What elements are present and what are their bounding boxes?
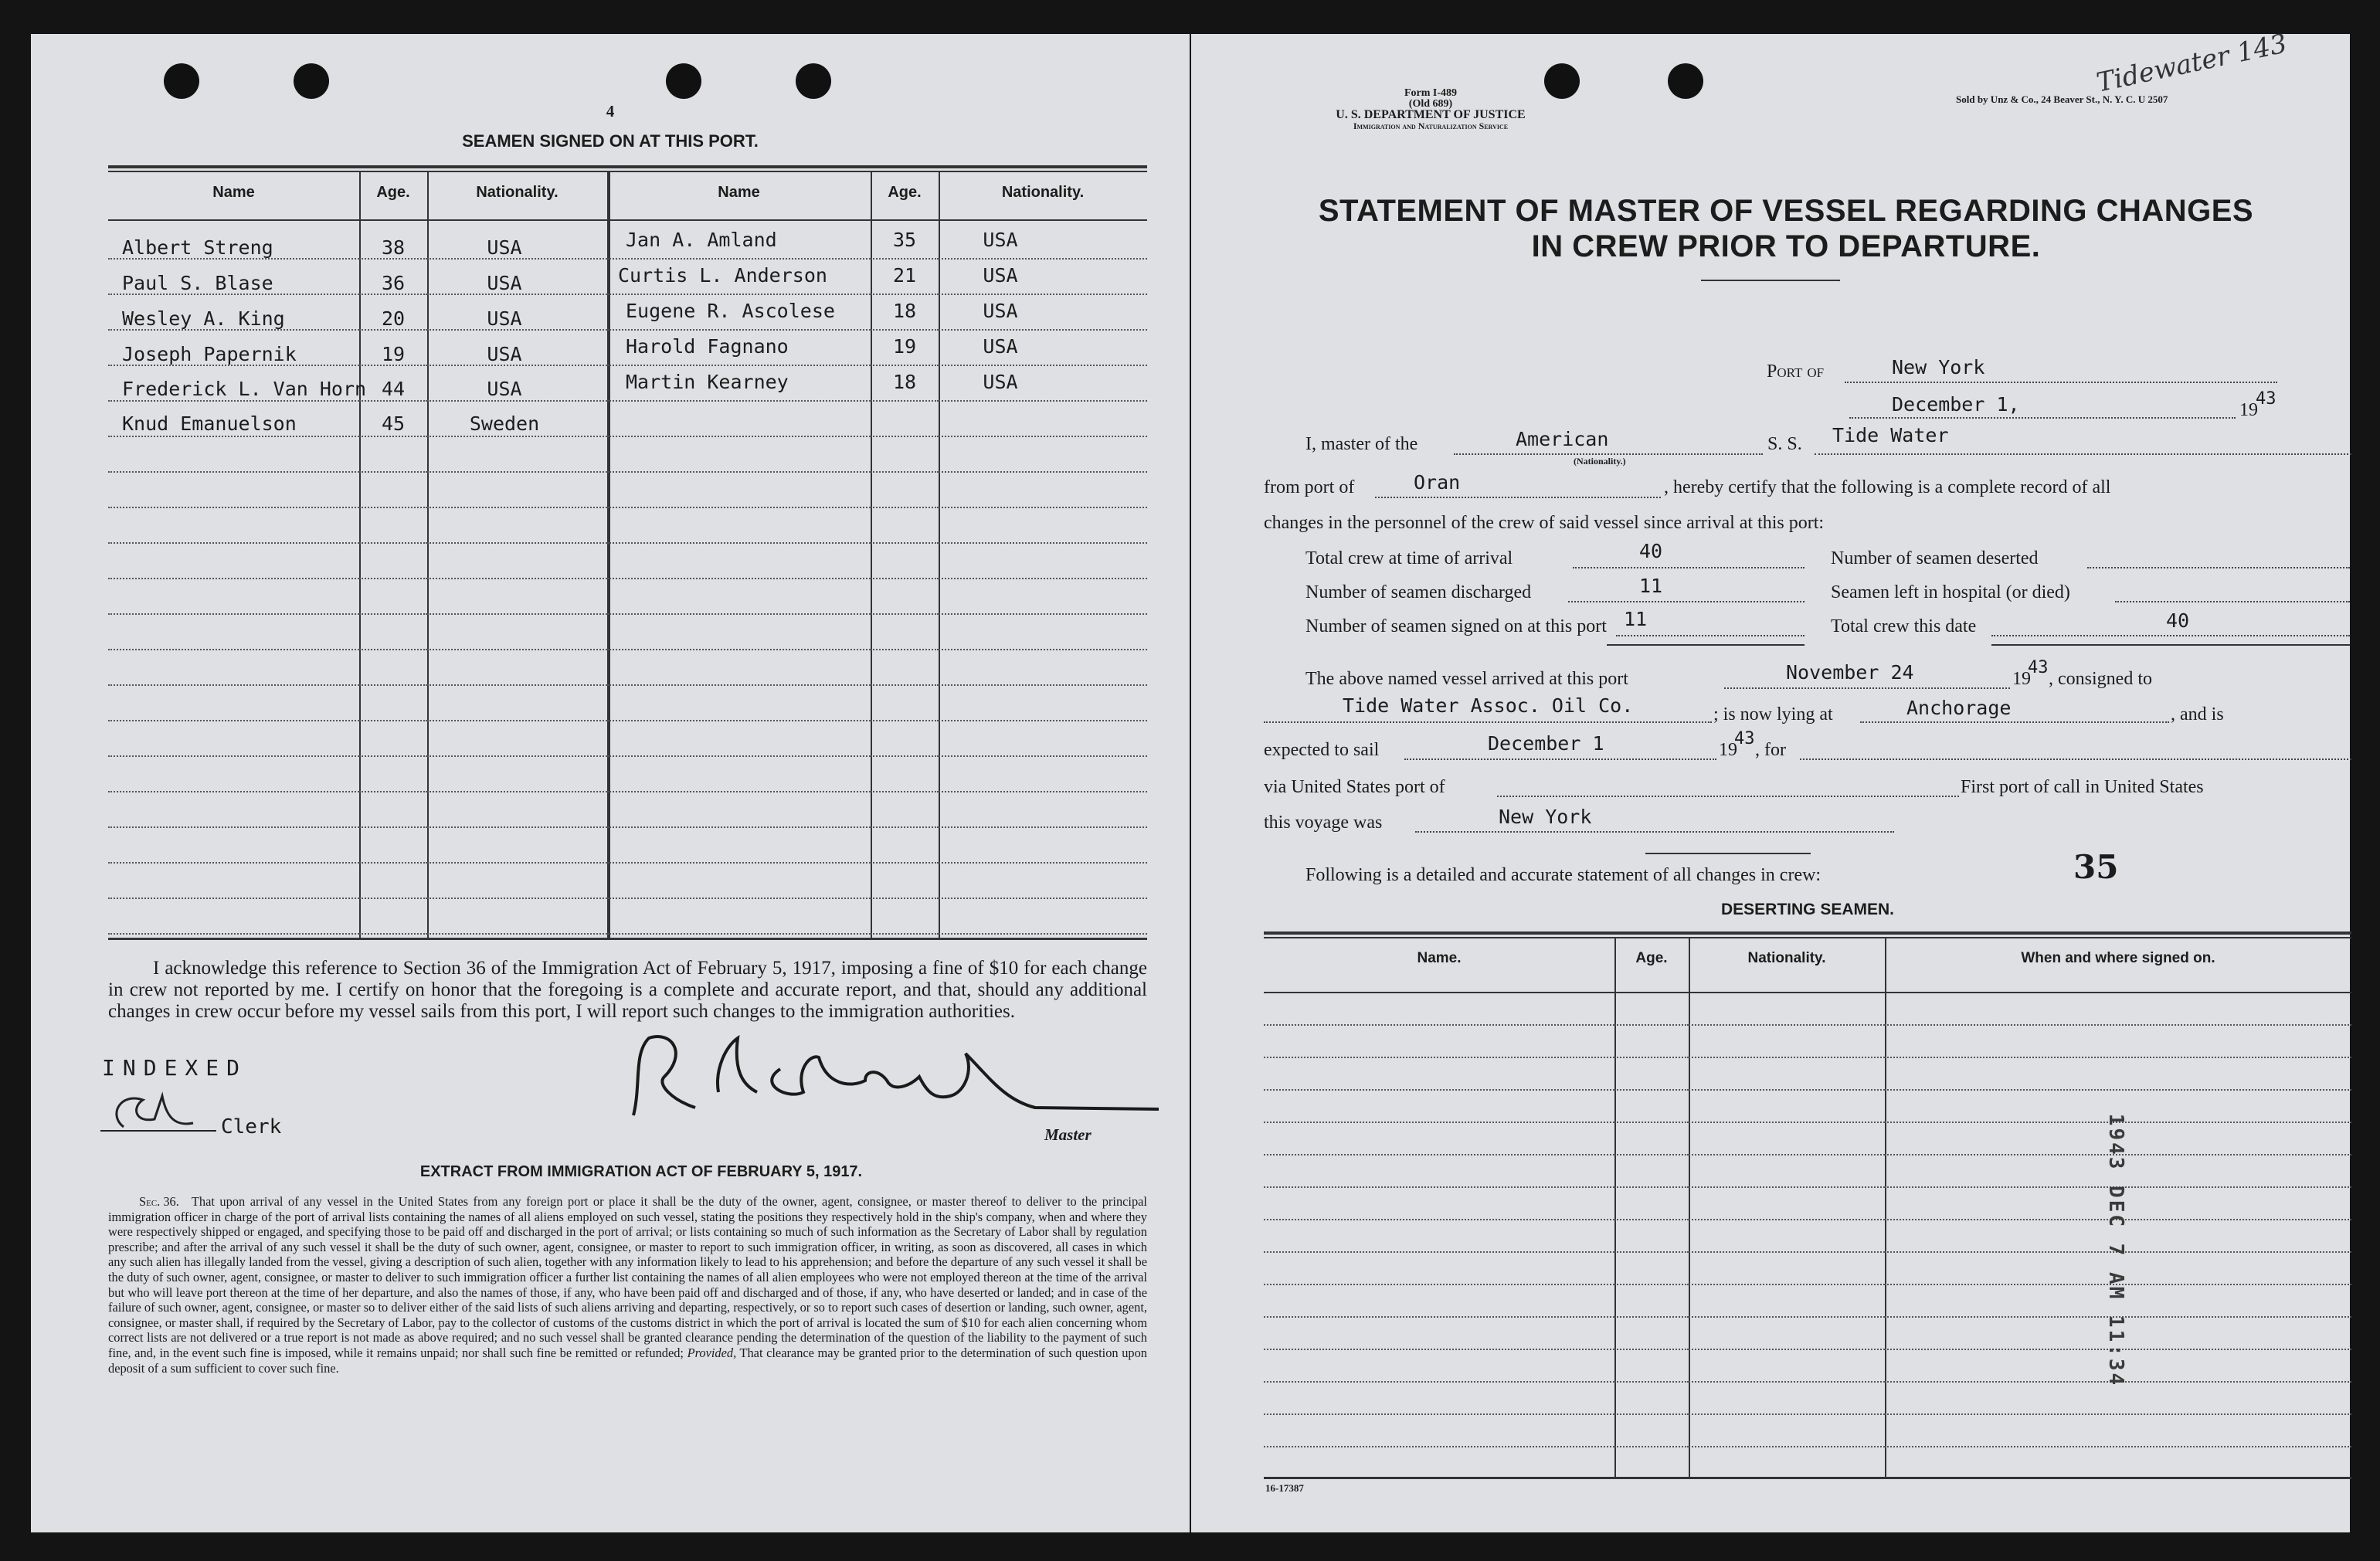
- row-rule: [427, 898, 607, 899]
- row-rule: [939, 294, 1147, 295]
- master-label: Master: [1044, 1125, 1092, 1144]
- port-label: Port of: [1767, 361, 1825, 382]
- seaman-name: Frederick L. Van Horn: [122, 378, 367, 400]
- seaman-nationality: USA: [983, 371, 1018, 393]
- row-rule: [1614, 1122, 1689, 1123]
- col-header-name: Name.: [1417, 950, 1462, 966]
- row-rule: [1689, 1024, 1885, 1026]
- row-rule: [108, 507, 359, 508]
- row-rule: [939, 329, 1147, 331]
- row-rule: [1689, 1284, 1885, 1285]
- row-rule: [359, 933, 427, 935]
- form-old-number: (Old 689): [1408, 98, 1453, 110]
- port-value: New York: [1892, 356, 1985, 378]
- seaman-age: 21: [892, 264, 917, 287]
- via-label: via United States port of: [1264, 777, 1445, 797]
- row-rule: [1264, 1316, 1614, 1318]
- row-rule: [1264, 1349, 1614, 1350]
- seaman-nationality: USA: [983, 335, 1018, 358]
- seaman-nationality: USA: [487, 343, 522, 365]
- row-rule: [427, 826, 607, 828]
- row-rule: [427, 933, 607, 935]
- row-rule: [359, 436, 427, 437]
- seaman-age: 18: [892, 300, 917, 322]
- row-rule: [607, 898, 871, 899]
- row-rule: [871, 755, 939, 757]
- row-rule: [607, 862, 871, 864]
- seaman-name: Jan A. Amland: [626, 229, 777, 251]
- row-rule: [871, 791, 939, 792]
- row-rule: [939, 613, 1147, 615]
- year-suffix: 43: [2256, 389, 2276, 409]
- lying-label: ; is now lying at: [1713, 704, 1833, 725]
- nationality-value: American: [1516, 428, 1609, 450]
- seaman-name: Harold Fagnano: [626, 335, 789, 358]
- row-rule: [871, 684, 939, 686]
- seaman-name: Eugene R. Ascolese: [626, 300, 835, 322]
- consigned-label: , consigned to: [2049, 669, 2152, 689]
- row-rule: [1614, 1057, 1689, 1058]
- row-rule: [607, 613, 871, 615]
- row-rule: [607, 826, 871, 828]
- row-rule: [939, 649, 1147, 650]
- row-rule: [1689, 1381, 1885, 1383]
- row-rule: [607, 400, 871, 402]
- seaman-name: Albert Streng: [122, 236, 273, 259]
- row-rule: [1264, 1284, 1614, 1285]
- row-rule: [607, 329, 871, 331]
- section-title: SEAMEN SIGNED ON AT THIS PORT.: [462, 131, 759, 151]
- row-rule: [1885, 1446, 2351, 1447]
- row-rule: [939, 578, 1147, 579]
- row-rule: [108, 720, 359, 721]
- clerk-label: Clerk: [221, 1115, 282, 1139]
- row-rule: [607, 649, 871, 650]
- signed-on-value: 11: [1624, 608, 1648, 630]
- voyage-label: this voyage was: [1264, 813, 1383, 833]
- seaman-age: 19: [892, 335, 917, 358]
- row-rule: [108, 400, 359, 402]
- row-rule: [607, 684, 871, 686]
- row-rule: [1264, 1122, 1614, 1123]
- row-rule: [939, 862, 1147, 864]
- row-rule: [359, 578, 427, 579]
- row-rule: [1689, 1057, 1885, 1058]
- seaman-nationality: USA: [983, 264, 1018, 287]
- master-of-label: I, master of the: [1305, 434, 1418, 454]
- punch-hole: [666, 63, 701, 99]
- row-rule: [871, 436, 939, 437]
- row-rule: [1614, 1089, 1689, 1091]
- row-rule: [108, 898, 359, 899]
- row-rule: [359, 791, 427, 792]
- discharged-label: Number of seamen discharged: [1305, 582, 1532, 602]
- row-rule: [108, 649, 359, 650]
- row-rule: [939, 826, 1147, 828]
- row-rule: [1689, 1186, 1885, 1188]
- seaman-age: 35: [892, 229, 917, 251]
- handwritten-number: 35: [2073, 848, 2119, 886]
- service-name: Immigration and Naturalization Service: [1353, 120, 1509, 131]
- row-rule: [108, 933, 359, 935]
- total-crew-arrival-value: 40: [1639, 540, 1663, 562]
- row-rule: [427, 684, 607, 686]
- row-rule: [427, 471, 607, 473]
- row-rule: [871, 649, 939, 650]
- row-rule: [607, 720, 871, 721]
- extract-tail: That clearance may be granted prior to the determination of such question upon deposit of a sum sufficient to cover such fine.: [108, 1345, 1147, 1376]
- row-rule: [359, 471, 427, 473]
- row-rule: [427, 542, 607, 544]
- nationality-caption: (Nationality.): [1574, 456, 1626, 467]
- extract-text: That upon arrival of any vessel in the United States from any foreign port or place it shall be the duty of the owner, agent, consignee, or master thereof to deliver to the principal immigration officer in charge of the port of arrival lists containing the names of all aliens employed on such vessel, stating the positions they respectively hold in the ship's company, when and where they were respectively shipped or engaged, and specifying those to be paid off and discharged in the port of arrival; or lists containing so much of such information as the Secretary of Labor shall by regulation prescribe; and after the arrival of any such vessel it shall be the duty of such owner, agent, consignee, or master to report to such immigration officer, in writing, as soon as discovered, all cases in which any such alien has illegally landed from the vessel, giving a description of such alien, together with any information likely to lead to his apprehension; and before the departure of any such vessel it shall be the duty of such owner, agent, consignee, or master to deliver to such immigration officer a further list containing the names of all alien employees who were not employed thereon at the time of the arrival but who will leave port thereon at the time of her departure, and also the names of those, if any, who have been paid off and discharged and of those, if any, who have deserted or landed; and in case of the failure of such owner, agent, consignee, or master so to deliver either of the said lists of such aliens arriving and departing, respectively, or so to report such cases of desertion or landing, such owner, agent, consignee, or master shall, if required by the Secretary of Labor, pay to the collector of customs of the customs district in which the port of arrival is located the sum of $10 for each alien concerning whom correct lists are not delivered or a true report is not made as above required; and no such vessel shall be granted clearance pending the determination of the question of the liability to the payment of such fine, and, in the event such fine is imposed, while it remains unpaid; nor shall such fine be remitted or refunded;: [108, 1194, 1147, 1360]
- row-rule: [871, 471, 939, 473]
- row-rule: [871, 578, 939, 579]
- col-header-nationality: Nationality.: [476, 184, 559, 201]
- footer-code: 16-17387: [1265, 1482, 1304, 1494]
- row-rule: [939, 720, 1147, 721]
- row-rule: [871, 258, 939, 260]
- row-rule: [1614, 1413, 1689, 1415]
- row-rule: [1885, 1057, 2351, 1058]
- row-rule: [1264, 1089, 1614, 1091]
- seaman-name: Joseph Papernik: [122, 343, 297, 365]
- row-rule: [1689, 1219, 1885, 1220]
- certify-text: , hereby certify that the following is a complete record of all: [1664, 477, 2111, 497]
- row-rule: [1689, 1413, 1885, 1415]
- row-rule: [871, 862, 939, 864]
- row-rule: [1614, 1219, 1689, 1220]
- row-rule: [427, 791, 607, 792]
- col-header-age: Age.: [1635, 950, 1668, 966]
- expected-label: expected to sail: [1264, 740, 1380, 760]
- row-rule: [939, 684, 1147, 686]
- seaman-age: 36: [381, 272, 406, 294]
- row-rule: [1614, 1154, 1689, 1155]
- seaman-nationality: Sweden: [469, 412, 540, 435]
- seaman-age: 19: [381, 343, 406, 365]
- row-rule: [939, 898, 1147, 899]
- expected-value: December 1: [1488, 732, 1604, 755]
- seaman-nationality: USA: [487, 272, 522, 294]
- row-rule: [607, 436, 871, 437]
- row-rule: [108, 613, 359, 615]
- row-rule: [1264, 1413, 1614, 1415]
- seaman-name: Paul S. Blase: [122, 272, 273, 294]
- col-header-name: Name: [212, 184, 255, 201]
- row-rule: [427, 436, 607, 437]
- row-rule: [1689, 1122, 1885, 1123]
- row-rule: [427, 578, 607, 579]
- seaman-name: Martin Kearney: [626, 371, 789, 393]
- arrived-year-suffix: 43: [2028, 658, 2049, 677]
- row-rule: [607, 365, 871, 366]
- section-label: Sec. 36.: [139, 1194, 179, 1209]
- year-prefix: 19: [2239, 400, 2258, 420]
- row-rule: [607, 755, 871, 757]
- deserting-title: DESERTING SEAMEN.: [1720, 901, 1895, 918]
- row-rule: [359, 400, 427, 402]
- department-name: U. S. DEPARTMENT OF JUSTICE: [1336, 108, 1526, 121]
- row-rule: [108, 684, 359, 686]
- row-rule: [1689, 1154, 1885, 1155]
- row-rule: [1689, 1349, 1885, 1350]
- row-rule: [427, 755, 607, 757]
- punch-hole: [796, 63, 831, 99]
- row-rule: [359, 507, 427, 508]
- row-rule: [607, 507, 871, 508]
- total-crew-date-value: 40: [2166, 609, 2190, 632]
- deserted-label: Number of seamen deserted: [1831, 548, 2039, 568]
- row-rule: [108, 471, 359, 473]
- col-header-age: Age.: [376, 184, 410, 201]
- row-rule: [871, 507, 939, 508]
- row-rule: [939, 258, 1147, 260]
- row-rule: [1614, 1349, 1689, 1350]
- col-header-age: Age.: [888, 184, 922, 201]
- row-rule: [427, 613, 607, 615]
- and-is-label: , and is: [2171, 704, 2224, 725]
- row-rule: [1614, 1024, 1689, 1026]
- seaman-age: 45: [381, 412, 406, 435]
- col-header-nationality: Nationality.: [1747, 950, 1826, 966]
- seaman-nationality: USA: [983, 300, 1018, 322]
- total-crew-arrival-label: Total crew at time of arrival: [1305, 548, 1513, 568]
- row-rule: [359, 898, 427, 899]
- for-label: , for: [1755, 740, 1786, 760]
- row-rule: [871, 826, 939, 828]
- row-rule: [939, 755, 1147, 757]
- ss-label: S. S.: [1767, 434, 1802, 454]
- row-rule: [1614, 1316, 1689, 1318]
- consignee-value: Tide Water Assoc. Oil Co.: [1343, 694, 1634, 717]
- row-rule: [939, 507, 1147, 508]
- master-signature: [603, 1023, 1159, 1139]
- left-page: [31, 34, 1190, 1532]
- changes-text: changes in the personnel of the crew of said vessel since arrival at this port:: [1264, 513, 1825, 533]
- following-text: Following is a detailed and accurate statement of all changes in crew:: [1305, 865, 1821, 885]
- acknowledgement-text: I acknowledge this reference to Section 36 of the Immigration Act of February 5, 1917, imposing a fine of $10 for each change in crew not reported by me. I certify on honor that the foregoing is a complete and accurate report, and that, should any additional changes in crew occur before my vessel sails from this port, I will report such changes to the immigration authorities.: [108, 958, 1147, 1022]
- discharged-value: 11: [1639, 575, 1663, 597]
- received-stamp: 1943 DEC 7 AM 11:34: [2104, 1113, 2128, 1388]
- row-rule: [607, 471, 871, 473]
- form-title: [1253, 193, 2319, 264]
- row-rule: [1264, 1446, 1614, 1447]
- form-header: [1276, 88, 1585, 131]
- row-rule: [427, 507, 607, 508]
- row-rule: [108, 755, 359, 757]
- row-rule: [1264, 1251, 1614, 1253]
- seaman-age: 20: [381, 307, 406, 330]
- arrived-year-prefix: 19: [2012, 669, 2031, 689]
- right-page: [1191, 28, 2350, 1532]
- row-rule: [871, 365, 939, 366]
- seaman-nationality: USA: [983, 229, 1018, 251]
- row-rule: [1689, 1089, 1885, 1091]
- row-rule: [939, 471, 1147, 473]
- punch-hole: [164, 63, 199, 99]
- form-number: Form I-489: [1404, 87, 1458, 99]
- col-header-nationality: Nationality.: [1001, 184, 1085, 201]
- handwritten-file-note: Tidewater 143: [2093, 28, 2290, 99]
- row-rule: [1885, 1413, 2351, 1415]
- row-rule: [1885, 1024, 2351, 1026]
- row-rule: [871, 294, 939, 295]
- row-rule: [427, 400, 607, 402]
- row-rule: [607, 258, 871, 260]
- arrived-value: November 24: [1786, 661, 1914, 684]
- first-port-label: First port of call in United States: [1961, 777, 2204, 797]
- signed-on-label: Number of seamen signed on at this port: [1305, 616, 1607, 636]
- seaman-age: 18: [892, 371, 917, 393]
- voyage-value: New York: [1499, 806, 1592, 828]
- seaman-nationality: USA: [487, 307, 522, 330]
- row-rule: [427, 649, 607, 650]
- row-rule: [108, 542, 359, 544]
- row-rule: [359, 755, 427, 757]
- row-rule: [607, 542, 871, 544]
- row-rule: [427, 862, 607, 864]
- expected-year-prefix: 19: [1719, 740, 1737, 760]
- row-rule: [359, 826, 427, 828]
- arrived-label: The above named vessel arrived at this port: [1305, 669, 1628, 689]
- expected-year-suffix: 43: [1734, 729, 1755, 748]
- seaman-name: Knud Emanuelson: [122, 412, 297, 435]
- row-rule: [1614, 1284, 1689, 1285]
- seaman-name: Wesley A. King: [122, 307, 285, 330]
- title-line-1: STATEMENT OF MASTER OF VESSEL REGARDING CHANGES: [1318, 194, 2254, 228]
- date-value: December 1,: [1892, 393, 2020, 416]
- punch-hole: [1668, 63, 1703, 99]
- row-rule: [1689, 1251, 1885, 1253]
- row-rule: [871, 400, 939, 402]
- row-rule: [1689, 1316, 1885, 1318]
- col-header-name: Name: [718, 184, 760, 201]
- row-rule: [871, 898, 939, 899]
- row-rule: [1264, 1381, 1614, 1383]
- row-rule: [1689, 1446, 1885, 1447]
- seaman-name: Curtis L. Anderson: [618, 264, 827, 287]
- row-rule: [871, 542, 939, 544]
- provided-word: Provided,: [687, 1345, 737, 1360]
- row-rule: [607, 578, 871, 579]
- row-rule: [108, 791, 359, 792]
- row-rule: [359, 542, 427, 544]
- row-rule: [359, 720, 427, 721]
- extract-title: EXTRACT FROM IMMIGRATION ACT OF FEBRUARY 5, 1917.: [419, 1163, 863, 1180]
- row-rule: [871, 720, 939, 721]
- row-rule: [1264, 1024, 1614, 1026]
- row-rule: [939, 542, 1147, 544]
- seaman-age: 44: [381, 378, 406, 400]
- row-rule: [359, 649, 427, 650]
- seaman-nationality: USA: [487, 378, 522, 400]
- from-port-label: from port of: [1264, 477, 1355, 497]
- row-rule: [871, 329, 939, 331]
- row-rule: [108, 578, 359, 579]
- row-rule: [1614, 1381, 1689, 1383]
- seaman-age: 38: [381, 236, 406, 259]
- total-crew-date-label: Total crew this date: [1831, 616, 1977, 636]
- seller-line: Sold by Unz & Co., 24 Beaver St., N. Y. C. U 2507: [1956, 93, 2168, 105]
- title-line-2: IN CREW PRIOR TO DEPARTURE.: [1531, 229, 2041, 263]
- lying-value: Anchorage: [1906, 697, 2012, 719]
- punch-hole: [294, 63, 329, 99]
- row-rule: [1885, 1089, 2351, 1091]
- row-rule: [108, 826, 359, 828]
- row-rule: [871, 613, 939, 615]
- row-rule: [939, 400, 1147, 402]
- extract-body: [108, 1194, 1147, 1376]
- row-rule: [607, 791, 871, 792]
- seaman-nationality: USA: [487, 236, 522, 259]
- row-rule: [108, 436, 359, 437]
- row-rule: [1264, 1186, 1614, 1188]
- row-rule: [359, 613, 427, 615]
- row-rule: [939, 365, 1147, 366]
- row-rule: [108, 862, 359, 864]
- row-rule: [871, 933, 939, 935]
- row-rule: [1264, 1057, 1614, 1058]
- row-rule: [1614, 1446, 1689, 1447]
- page-number: 4: [606, 102, 615, 120]
- row-rule: [427, 720, 607, 721]
- col-header-signed-on: When and where signed on.: [2021, 950, 2215, 966]
- row-rule: [1264, 1154, 1614, 1155]
- from-port-value: Oran: [1414, 471, 1461, 494]
- row-rule: [1614, 1186, 1689, 1188]
- row-rule: [607, 294, 871, 295]
- row-rule: [939, 791, 1147, 792]
- row-rule: [1264, 1219, 1614, 1220]
- row-rule: [359, 862, 427, 864]
- row-rule: [939, 933, 1147, 935]
- row-rule: [359, 684, 427, 686]
- hospital-label: Seamen left in hospital (or died): [1831, 582, 2070, 602]
- row-rule: [1614, 1251, 1689, 1253]
- row-rule: [939, 436, 1147, 437]
- vessel-value: Tide Water: [1832, 424, 1949, 446]
- indexed-stamp: INDEXED: [102, 1055, 248, 1081]
- row-rule: [607, 933, 871, 935]
